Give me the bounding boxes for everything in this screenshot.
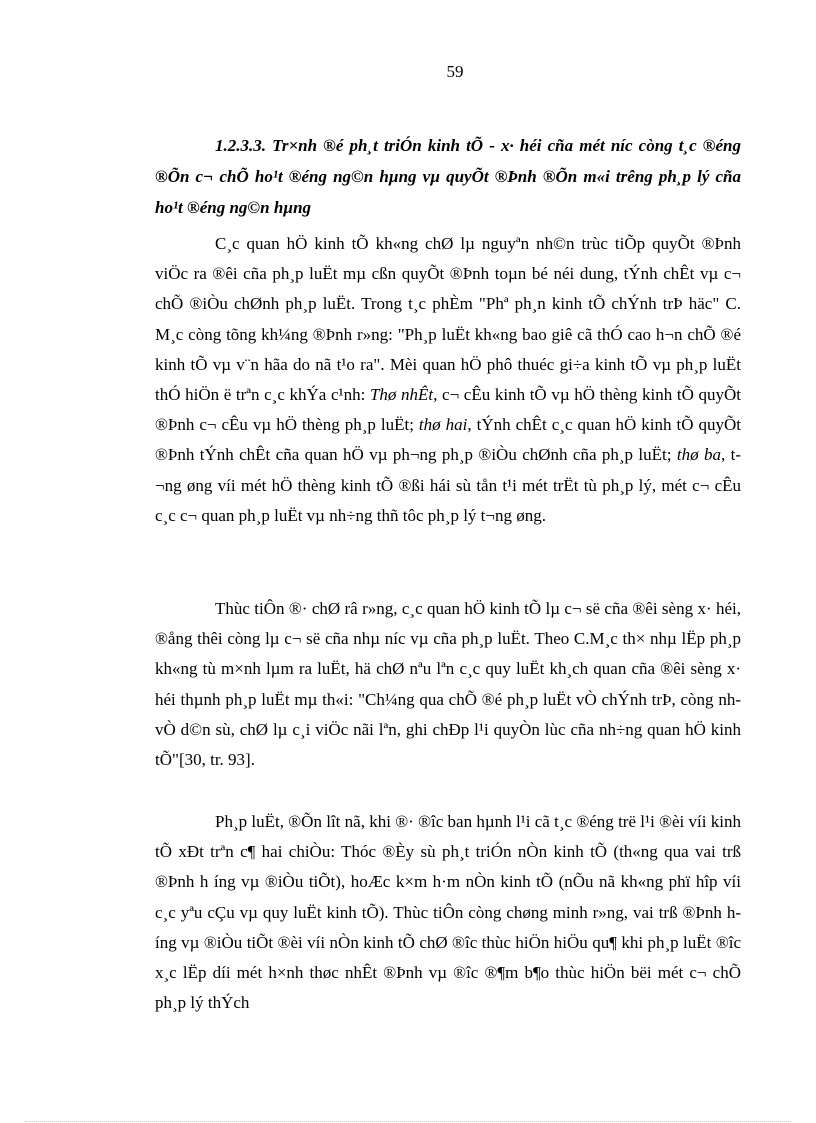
page-bottom-divider: [25, 1121, 791, 1122]
paragraph-1-text-d: , t¬ng øng víi mét hÖ thèng kinh tÕ ®ßi hái sù tån t¹i mét trËt tù ph¸p lý, mét c¬ cÊu c¸c c¬ quan ph¸p luËt vµ nh÷ng thñ tôc ph¸p lý t¬ng øng.: [155, 445, 741, 525]
paragraph-1-text-a: C¸c quan hÖ kinh tÕ kh«ng chØ lµ nguyªn nh©n trùc tiÕp quyÕt ®Þnh viÖc ra ®êi cña ph¸p luËt mµ cßn quyÕt ®Þnh toµn bé néi dung, tÝnh chÊt vµ c¬ chÕ ®iÒu chØnh ph¸p luËt. Trong t¸c phÈm "Phª ph¸n kinh tÕ chÝnh trÞ häc" C. M¸c còng tõng kh¼ng ®Þnh r»ng: "Ph¸p luËt kh«ng bao giê cã thÓ cao h¬n chÕ ®é kinh tÕ vµ v¨n hãa do nã t¹o ra". Mèi quan hÖ phô thuéc gi÷a kinh tÕ vµ ph¸p luËt thÓ hiÖn ë trªn c¸c khÝa c¹nh:: [155, 234, 741, 405]
paragraph-1-text-b: , c¬ cÊu kinh tÕ vµ hÖ thèng kinh tÕ quyÕt ®Þnh c¬ cÊu vµ hÖ thèng ph¸p luËt;: [155, 385, 742, 435]
paragraph-1-third-marker: thø ba: [676, 445, 721, 465]
paragraph-1: [155, 229, 741, 531]
paragraph-1-text-c: , tÝnh chÊt c¸c quan hÖ kinh tÕ quyÕt ®Þnh tÝnh chÊt cña quan hÖ vµ ph¬ng ph¸p ®iÒu chØnh cña ph¸p luËt;: [155, 415, 741, 465]
page-number: 59: [446, 62, 464, 81]
paragraph-1-first-marker: Thø nhÊt: [369, 385, 434, 405]
paragraph-2: Thùc tiÔn ®· chØ râ r»ng, c¸c quan hÖ kinh tÕ lµ c¬ së cña ®êi sèng x· héi, ®ång thêi còng lµ c¬ së cña nhµ níc vµ cña ph¸p luËt. Theo C.M¸c th× nhµ lËp ph¸p kh«ng tù m×nh lµm ra luËt, hä chØ nªu lªn c¸c quy luËt kh¸ch quan cña ®êi sèng x· héi thµnh ph¸p luËt mµ th«i: "Ch¼ng qua chÕ ®é ph¸p luËt vÒ chÝnh trÞ, còng nh vÒ d©n sù, chØ lµ c¸i viÖc nãi lªn, ghi chÐp l¹i quyÒn lùc cña nh÷ng quan hÖ kinh tÕ"[30, tr. 93].: [155, 599, 741, 770]
section-heading: 1.2.3.3. Tr×nh ®é ph¸t triÓn kinh tÕ - x· héi cña mét níc còng t¸c ®éng ®Õn c¬ chÕ ho¹t ®éng ng©n hµng vµ quyÕt ®Þnh ®Õn m«i trêng ph¸p lý cña ho¹t ®éng ng©n hµng: [155, 136, 741, 217]
paragraph-1-second-marker: thø hai: [418, 415, 468, 435]
paragraph-3: Ph¸p luËt, ®Õn lît nã, khi ®· ®îc ban hµnh l¹i cã t¸c ®éng trë l¹i ®èi víi kinh tÕ xÐt trªn c¶ hai chiÒu: Thóc ®Èy sù ph¸t triÓn nÒn kinh tÕ (th«ng qua vai trß ®Þnh h íng vµ ®iÒu tiÕt), hoÆc k×m h·m nÒn kinh tÕ (nÕu nã kh«ng phï hîp víi c¸c yªu cÇu vµ quy luËt kinh tÕ). Thùc tiÔn còng chøng minh r»ng, vai trß ®Þnh híng vµ ®iÒu tiÕt ®èi víi nÒn kinh tÕ chØ ®îc thùc hiÖn hiÖu qu¶ khi ph¸p luËt ®îc x¸c lËp díi mét h×nh thøc nhÊt ®Þnh vµ ®îc ®¶m b¶o thùc hiÖn bëi mét c¬ chÕ ph¸p lý thÝch: [155, 812, 741, 1013]
